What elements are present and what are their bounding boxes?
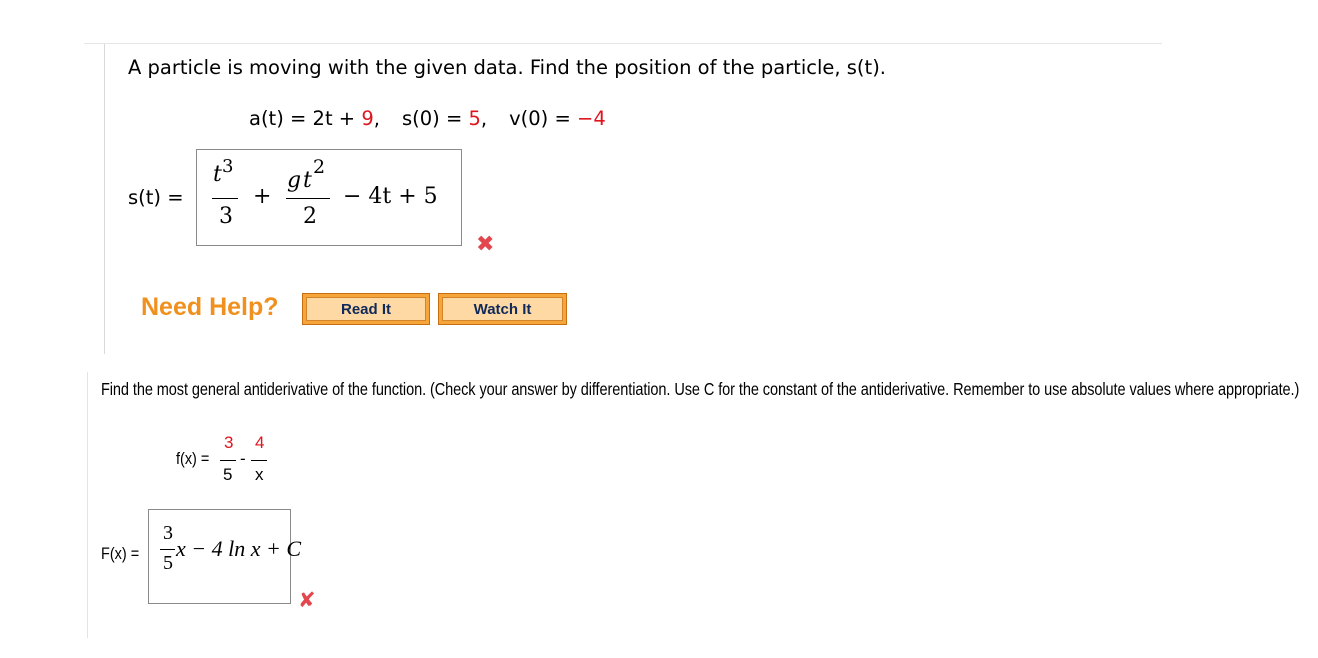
incorrect-mark-icon: ✘ [298, 588, 316, 612]
answer2-numerator: 3 [163, 522, 173, 544]
function-denominator1: 5 [223, 465, 233, 484]
function-fraction-bar [220, 460, 236, 461]
question2-prompt: Find the most general antiderivative of the function. (Check your answer by differentiation. Use C for the constant of the antiderivative. Remember to use absolute values where appropriate.) [101, 379, 1300, 399]
answer1-t2: t [303, 168, 312, 193]
given-acceleration: a(t) = 2t + [249, 107, 362, 130]
given-separator: , [480, 107, 488, 130]
answer2-label: F(x) = [101, 544, 140, 563]
watch-it-label: Watch It [442, 297, 563, 321]
function-denominator2: x [255, 465, 264, 484]
answer1-den2: 2 [303, 204, 317, 229]
function-numerator2: 4 [255, 433, 265, 452]
answer2-denominator: 5 [163, 552, 173, 574]
given-acceleration-value: 9 [361, 107, 374, 130]
answer2-rest: x − 4 ln x + C [176, 536, 302, 561]
read-it-label: Read It [306, 297, 426, 321]
given-initial-position-value: 5 [468, 107, 481, 130]
watch-it-button[interactable] [438, 293, 567, 325]
answer2-input[interactable] [148, 509, 302, 604]
question1-left-border [104, 44, 105, 354]
function-label: f(x) = [176, 449, 210, 468]
answer1-plus: + [253, 184, 272, 209]
function-numerator1: 3 [224, 433, 234, 452]
top-divider [84, 43, 1162, 44]
question2-left-border [87, 372, 88, 638]
read-it-button[interactable] [302, 293, 430, 325]
answer1-tail: − 4t + 5 [343, 184, 438, 209]
given-initial-position: s(0) = [401, 107, 469, 130]
function-minus: - [240, 449, 246, 468]
question1-given-data [249, 107, 606, 130]
given-separator: , [373, 107, 380, 130]
answer2-fraction-bar [160, 549, 175, 550]
answer1-g: g [287, 168, 302, 193]
need-help-label: Need Help? [141, 293, 279, 321]
given-initial-velocity: v(0) = [509, 107, 578, 130]
answer1-fraction-bar [286, 198, 330, 199]
function-fraction-bar [251, 460, 267, 461]
answer1-exp3: 3 [222, 156, 234, 177]
question1-prompt: A particle is moving with the given data. Find the position of the particle, s(t). [128, 56, 886, 79]
answer1-exp2: 2 [313, 156, 326, 178]
given-initial-velocity-value: −4 [577, 107, 606, 130]
incorrect-mark-icon: ✖ [476, 232, 495, 257]
answer1-fraction-bar [212, 198, 238, 199]
answer1-label: s(t) = [128, 186, 184, 209]
answer1-den3: 3 [219, 204, 233, 229]
answer1-t: t [213, 162, 222, 187]
answer1-input[interactable] [196, 149, 462, 246]
